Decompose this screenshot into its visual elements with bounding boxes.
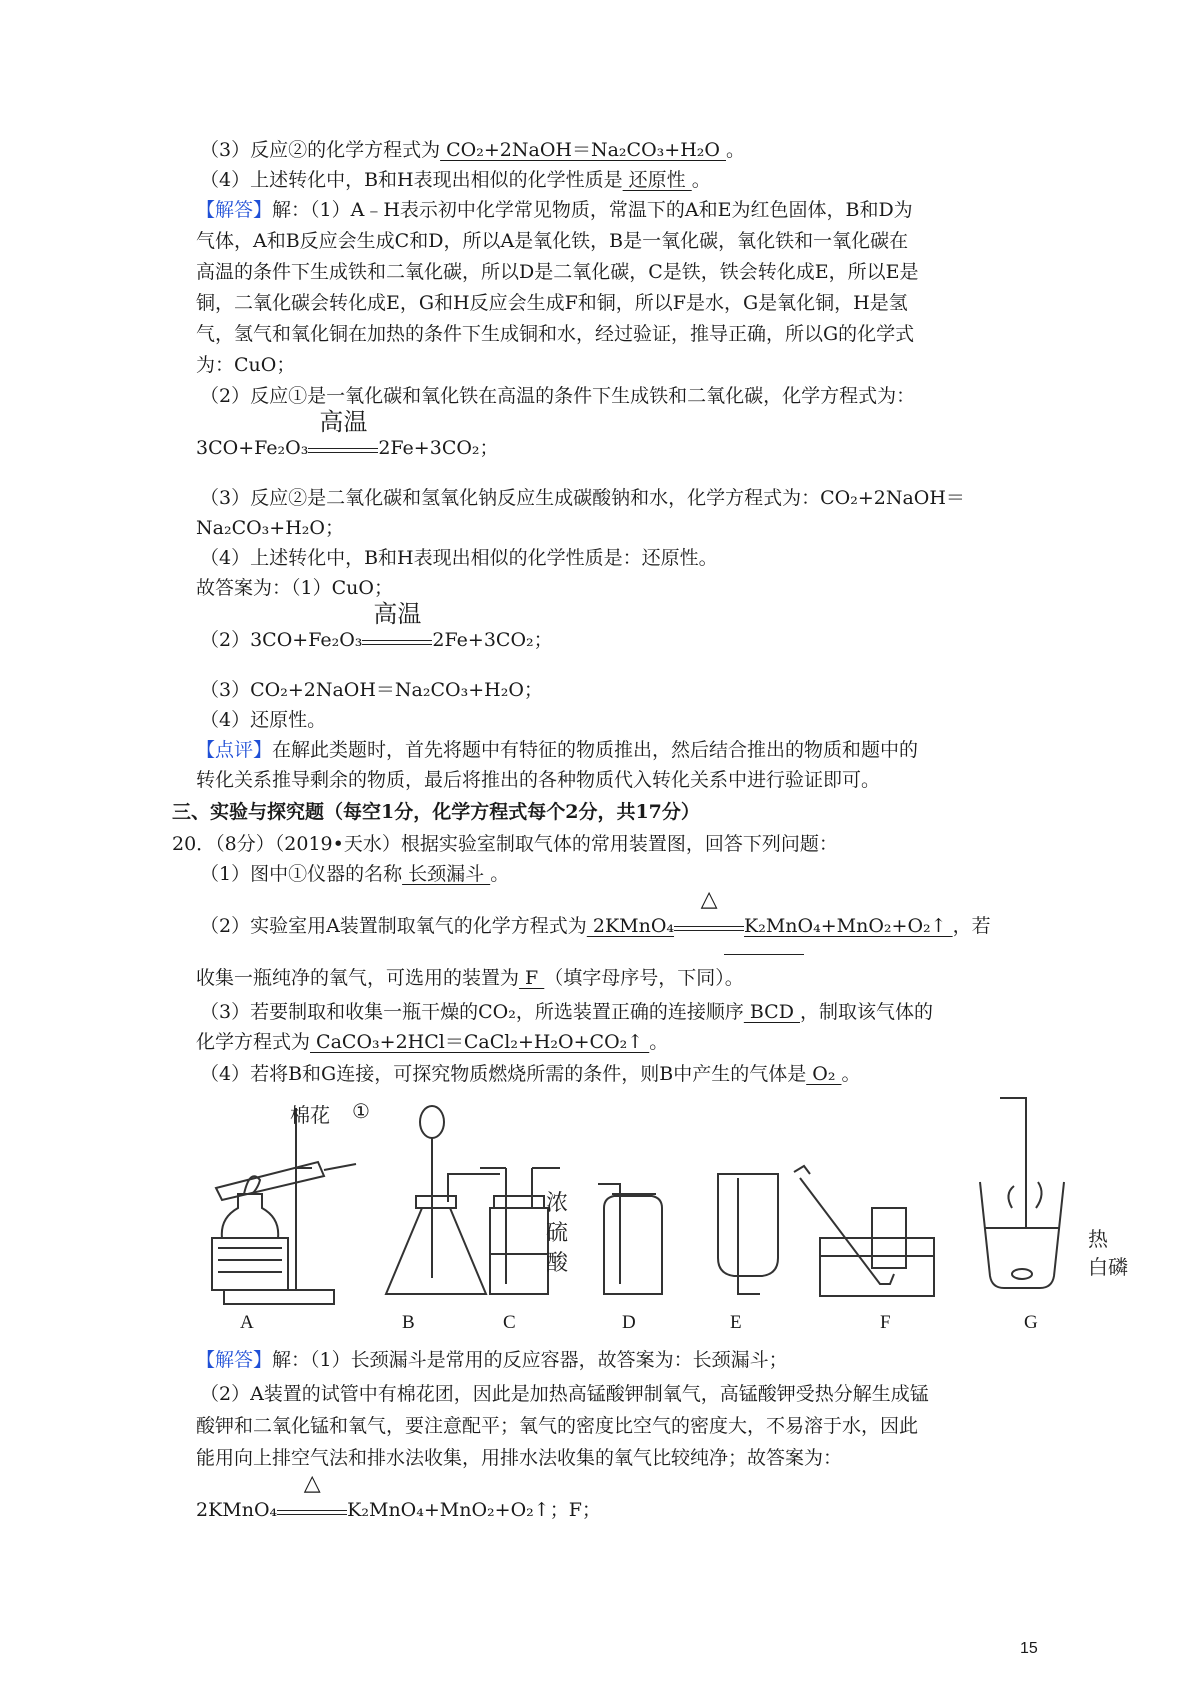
label-hot-water: 热 <box>1088 1227 1108 1251</box>
apparatus-g <box>980 1098 1064 1288</box>
section-3-title: 三、实验与探究题（每空1分，化学方程式每个2分，共17分） <box>172 801 700 823</box>
q19-analysis-line5: 气，氢气和氧化铜在加热的条件下生成铜和水，经过验证，推导正确，所以G的化学式 <box>196 323 915 345</box>
q19-final-line3: （3）CO₂+2NaOH＝Na₂CO₃+H₂O； <box>200 679 543 701</box>
condition-mark: 高温 <box>308 436 378 460</box>
answer-tag: 【解答】 <box>196 1349 273 1371</box>
label-g: G <box>1024 1312 1038 1333</box>
analysis-tag: 【解答】 <box>196 199 273 221</box>
apparatus-b <box>386 1106 500 1294</box>
q19-analysis-part4: （4）上述转化中，B和H表现出相似的化学性质是：还原性。 <box>200 547 718 569</box>
apparatus-figure <box>200 1098 1128 1338</box>
q20-part4-answer: O₂ <box>806 1063 842 1085</box>
q19-final-line1: 故答案为：（1）CuO； <box>196 577 393 599</box>
q19-part4: （4）上述转化中，B和H表现出相似的化学性质是 还原性 。 <box>200 169 711 191</box>
q20-answer-part2-line3: 能用向上排空气法和排水法收集，用排水法收集的氧气比较纯净；故答案为： <box>196 1447 843 1469</box>
apparatus-a <box>212 1108 356 1304</box>
comment-tag: 【点评】 <box>196 739 273 761</box>
q20-part3-answer: BCD <box>743 1001 800 1023</box>
q20-answer-equation: 2KMnO₄ △ K₂MnO₄+MnO₂+O₂↑；F； <box>196 1471 601 1521</box>
label-acid-3: 酸 <box>546 1251 569 1276</box>
label-acid-1: 浓 <box>546 1191 569 1216</box>
q20-answer-line1: 【解答】解：（1）长颈漏斗是常用的反应容器，故答案为：长颈漏斗； <box>196 1349 788 1371</box>
label-acid-2: 硫 <box>546 1221 569 1246</box>
q19-analysis-line1: 【解答】解：（1）A﹣H表示初中化学常见物质，常温下的A和E为红色固体，B和D为 <box>196 199 913 221</box>
q19-part3: （3）反应②的化学方程式为 CO₂+2NaOH＝Na₂CO₃+H₂O 。 <box>200 139 746 161</box>
apparatus-e <box>718 1174 778 1294</box>
label-c: C <box>503 1312 516 1333</box>
q19-comment-line2: 转化关系推导剩余的物质，最后将推出的各种物质代入转化关系中进行验证即可。 <box>196 769 881 791</box>
apparatus-f <box>794 1166 934 1296</box>
condition-mark: △ <box>277 1498 347 1522</box>
label-b: B <box>402 1312 415 1333</box>
q19-analysis-line2: 气体，A和B反应会生成C和D，所以A是氧化铁，B是一氧化碳，氧化铁和一氧化碳在 <box>196 230 909 252</box>
q20-part2-line2: 收集一瓶纯净的氧气，可选用的装置为 F （填字母序号，下同）。 <box>196 967 744 989</box>
q20-part1: （1）图中①仪器的名称 长颈漏斗 。 <box>200 863 510 885</box>
label-cotton: 棉花 <box>290 1103 330 1127</box>
q19-final-line2: （2）3CO+Fe₂O₃ 高温 2Fe+3CO₂； <box>200 600 553 651</box>
q19-part4-answer: 还原性 <box>622 169 692 191</box>
q20-intro: 20．（8分）（2019•天水）根据实验室制取气体的常用装置图，回答下列问题： <box>172 833 838 855</box>
q19-final-line4: （4）还原性。 <box>200 709 327 731</box>
label-f: F <box>880 1312 891 1333</box>
q19-analysis-line3: 高温的条件下生成铁和二氧化碳，所以D是二氧化碳，C是铁，铁会转化成E，所以E是 <box>196 261 919 283</box>
condition-mark: △ <box>674 914 744 938</box>
label-d: D <box>622 1312 636 1333</box>
q20-part2-answer: 2KMnO₄ △ K₂MnO₄+MnO₂+O₂↑ <box>586 887 953 937</box>
q20-answer-part2-line2: 酸钾和二氧化锰和氧气，要注意配平；氧气的密度比空气的密度大，不易溶于水，因此 <box>196 1415 919 1437</box>
q20-part3-equation-answer: CaCO₃+2HCl＝CaCl₂+H₂O+CO₂↑ <box>310 1031 650 1053</box>
answer-underline <box>724 954 804 955</box>
equation-1: 3CO+Fe₂O₃ 高温 2Fe+3CO₂； <box>196 408 499 459</box>
q19-analysis-line4: 铜，二氧化碳会转化成E，G和H反应会生成F和铜，所以F是水，G是氧化铜，H是氢 <box>196 292 908 314</box>
q20-part4: （4）若将B和G连接，可探究物质燃烧所需的条件，则B中产生的气体是 O₂ 。 <box>200 1063 861 1085</box>
q19-analysis-part3-line1: （3）反应②是二氧化碳和氢氧化钠反应生成碳酸钠和水，化学方程式为：CO₂+2NaOH＝ <box>200 487 965 509</box>
label-a: A <box>240 1312 254 1333</box>
apparatus-d <box>598 1184 662 1294</box>
q20-part2-collect-answer: F <box>519 967 545 989</box>
label-white-phosphorus: 白磷 <box>1088 1255 1128 1279</box>
q20-answer-part2-line1: （2）A装置的试管中有棉花团，因此是加热高锰酸钾制氧气，高锰酸钾受热分解生成锰 <box>200 1383 929 1405</box>
q20-part2: （2）实验室用A装置制取氧气的化学方程式为 2KMnO₄ △ K₂MnO₄+MnO₂+O₂↑ ，若 <box>200 887 991 937</box>
page-number: 15 <box>1020 1640 1038 1657</box>
q19-part3-answer: CO₂+2NaOH＝Na₂CO₃+H₂O <box>440 139 726 161</box>
q20-part3-line2: 化学方程式为 CaCO₃+2HCl＝CaCl₂+H₂O+CO₂↑ 。 <box>196 1031 669 1053</box>
q20-part1-answer: 长颈漏斗 <box>402 863 491 885</box>
q20-part3: （3）若要制取和收集一瓶干燥的CO₂，所选装置正确的连接顺序 BCD ，制取该气体的 <box>200 1001 934 1023</box>
q19-comment-line1: 【点评】在解此类题时，首先将题中有特征的物质推出，然后结合推出的物质和题中的 <box>196 739 919 761</box>
q19-analysis-part2: （2）反应①是一氧化碳和氧化铁在高温的条件下生成铁和二氧化碳，化学方程式为： <box>200 385 916 407</box>
condition-mark: 高温 <box>362 628 432 652</box>
q19-analysis-part3-line2: Na₂CO₃+H₂O； <box>196 517 344 539</box>
label-funnel-marker: ① <box>352 1099 370 1123</box>
q19-analysis-line6: 为：CuO； <box>196 354 296 376</box>
label-e: E <box>730 1312 742 1333</box>
